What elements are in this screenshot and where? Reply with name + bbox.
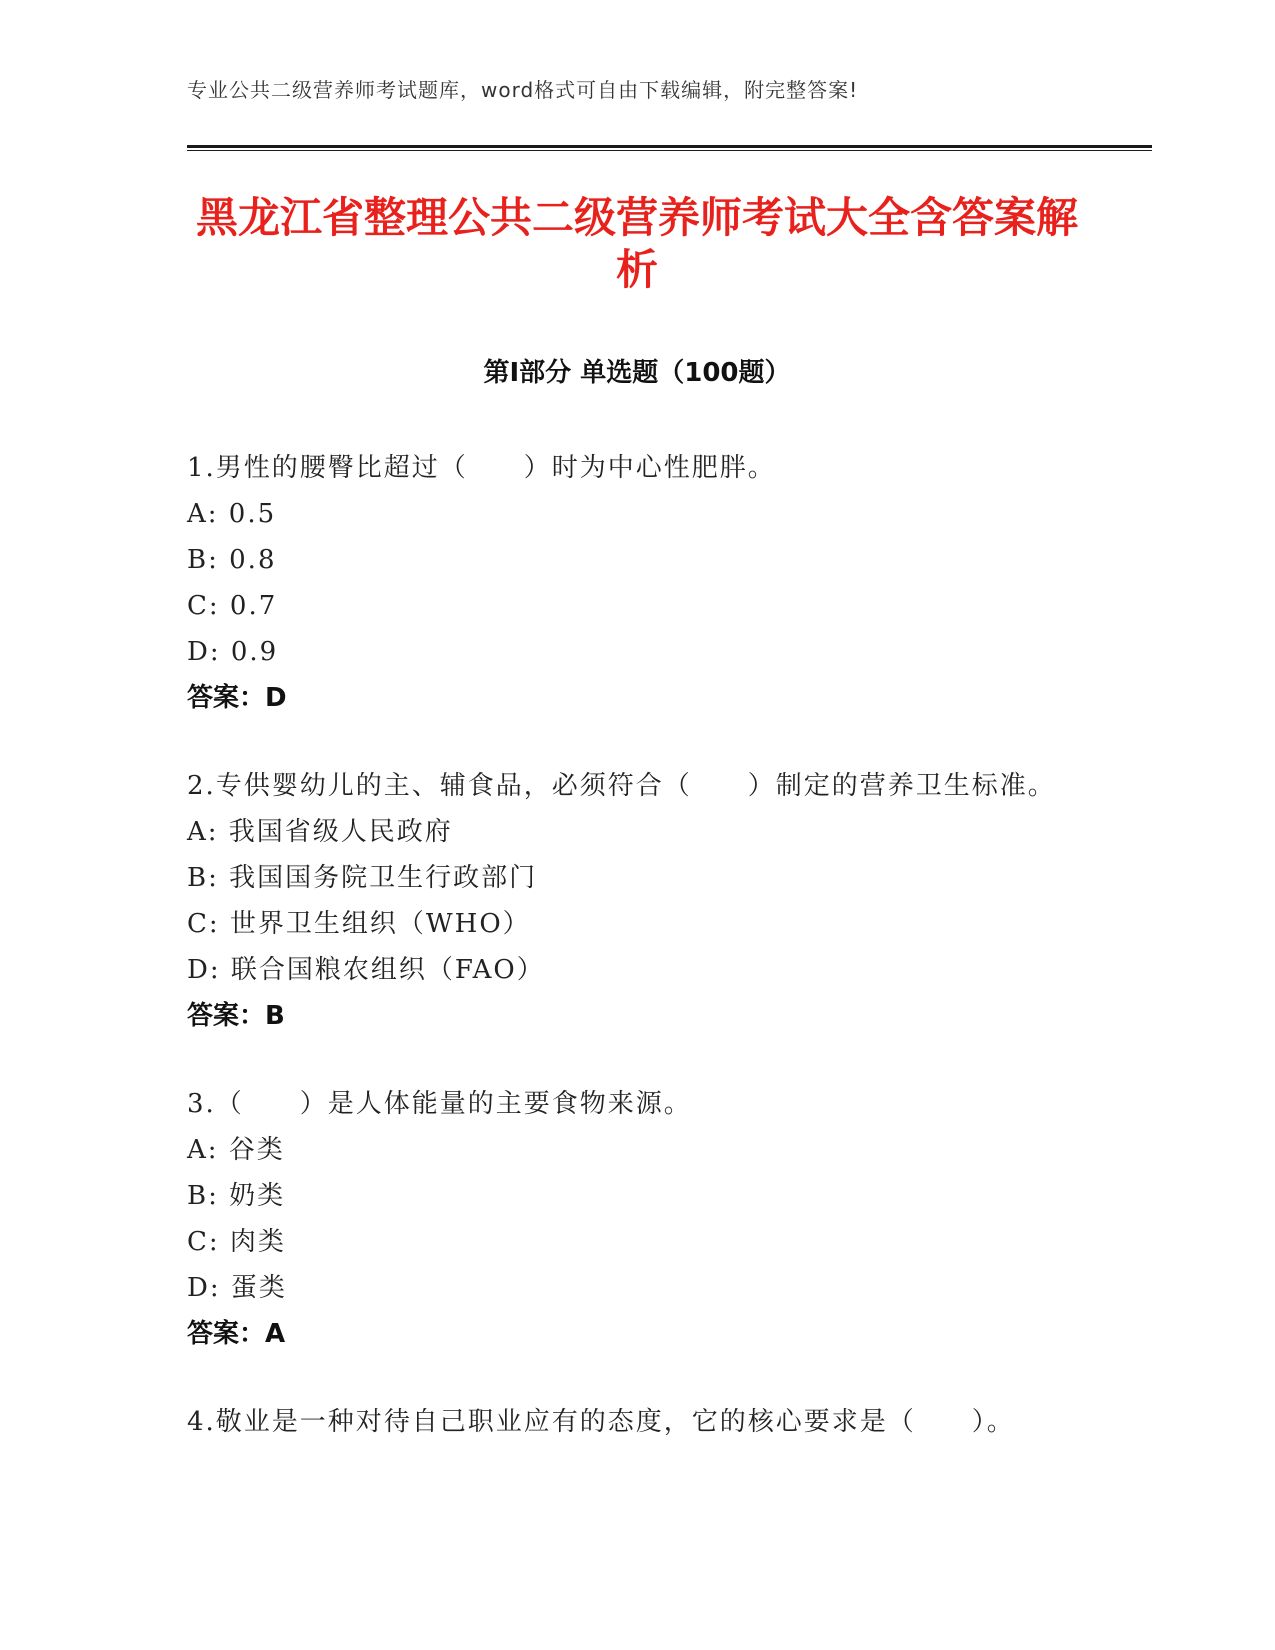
option-a: A: 谷类 — [187, 1135, 285, 1165]
option-b: B: 我国国务院卫生行政部门 — [187, 863, 538, 893]
option-d: D: 0.9 — [187, 637, 279, 667]
question-list — [187, 445, 1087, 1487]
option-b: B: 奶类 — [187, 1181, 286, 1211]
option-d: D: 联合国粮农组织（FAO） — [187, 955, 545, 985]
answer-label: 答案：A — [187, 1319, 286, 1349]
question-4 — [187, 1399, 1087, 1445]
question-stem: 1.男性的腰臀比超过（ ）时为中心性肥胖。 — [187, 453, 776, 483]
question-stem: 4.敬业是一种对待自己职业应有的态度，它的核心要求是（ ）。 — [187, 1407, 1015, 1437]
question-2 — [187, 763, 1087, 1039]
question-3 — [187, 1081, 1087, 1357]
header-note: 专业公共二级营养师考试题库，word格式可自由下载编辑，附完整答案! — [187, 78, 859, 102]
section-heading: 第I部分 单选题（100题） — [483, 358, 791, 388]
document-title: 黑龙江省整理公共二级营养师考试大全含答案解析 — [195, 193, 1078, 294]
header-rule-thick — [187, 145, 1152, 148]
answer-label: 答案：B — [187, 1001, 285, 1031]
option-a: A: 我国省级人民政府 — [187, 817, 453, 847]
option-c: C: 世界卫生组织（WHO） — [187, 909, 531, 939]
question-1 — [187, 445, 1087, 721]
option-a: A: 0.5 — [187, 499, 277, 529]
option-d: D: 蛋类 — [187, 1273, 287, 1303]
answer-label: 答案：D — [187, 683, 287, 713]
option-c: C: 肉类 — [187, 1227, 286, 1257]
question-stem: 2.专供婴幼儿的主、辅食品，必须符合（ ）制定的营养卫生标准。 — [187, 771, 1056, 801]
option-b: B: 0.8 — [187, 545, 277, 575]
option-c: C: 0.7 — [187, 591, 278, 621]
header-rule-thin — [187, 150, 1152, 151]
question-stem: 3.（ ）是人体能量的主要食物来源。 — [187, 1089, 692, 1119]
